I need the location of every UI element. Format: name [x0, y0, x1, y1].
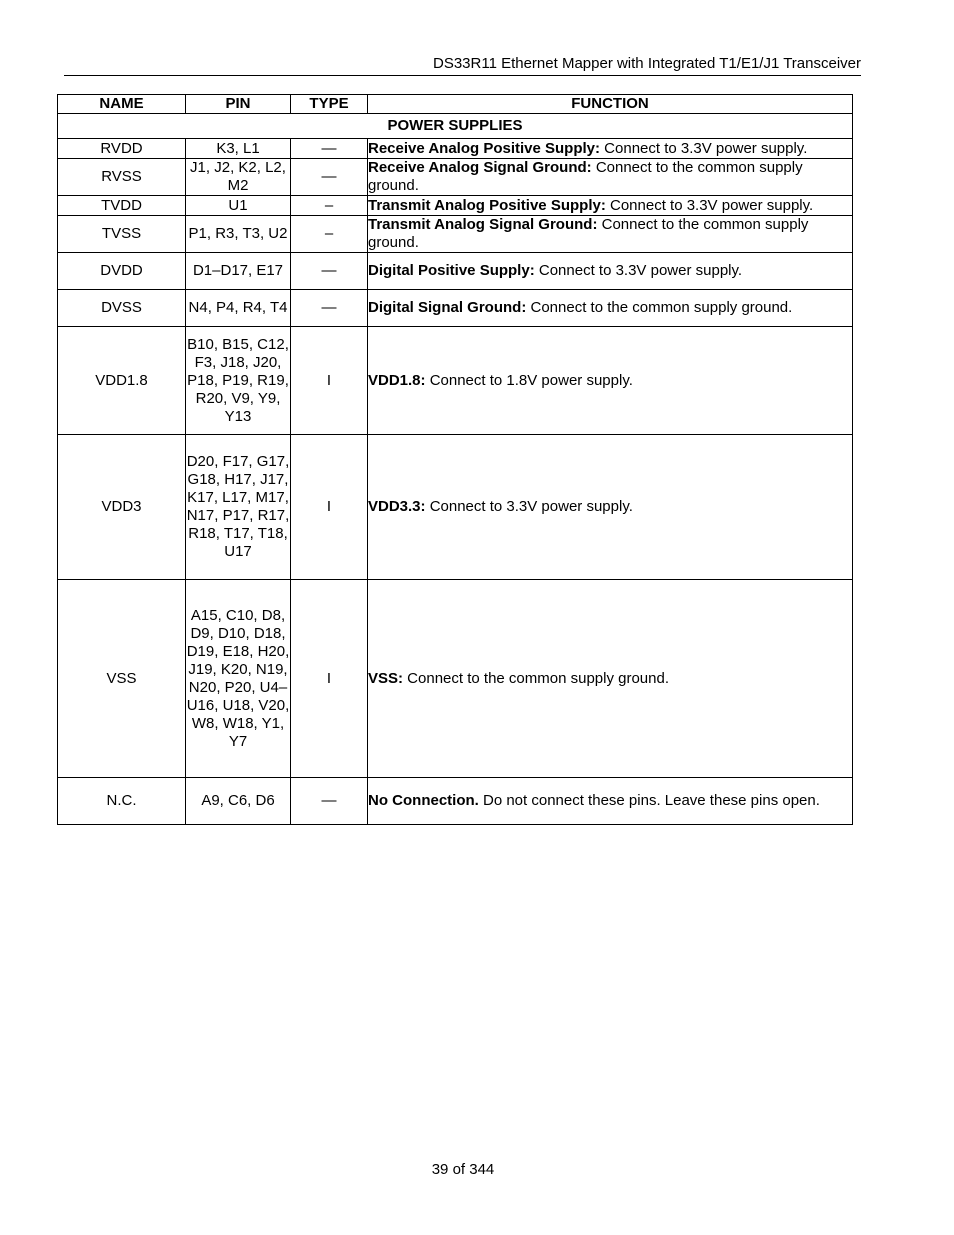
cell-pin: A9, C6, D6 — [186, 778, 291, 825]
function-lead: VDD3.3: — [368, 498, 426, 515]
cell-function — [368, 139, 853, 159]
cell-name: VDD1.8 — [58, 327, 186, 435]
cell-function — [368, 216, 853, 253]
cell-pin: B10, B15, C12, F3, J18, J20, P18, P19, R19, R20, V9, Y9, Y13 — [186, 327, 291, 435]
function-text: Connect to the common supply ground. — [368, 216, 809, 251]
table-row — [58, 159, 853, 196]
table-row — [58, 253, 853, 290]
function-text: Connect to the common supply ground. — [526, 299, 793, 316]
cell-name: N.C. — [58, 778, 186, 825]
cell-type: — — [291, 253, 368, 290]
function-lead: VDD1.8: — [368, 371, 426, 389]
function-text: Connect to 3.3V power supply. — [600, 139, 808, 157]
function-text: Connect to the common supply ground. — [368, 159, 803, 194]
cell-function — [368, 253, 853, 290]
cell-type: — — [291, 290, 368, 327]
cell-pin: J1, J2, K2, L2, M2 — [186, 159, 291, 196]
table-row — [58, 139, 853, 159]
cell-function — [368, 159, 853, 196]
table-row — [58, 580, 853, 778]
table-row — [58, 327, 853, 435]
function-lead: Digital Signal Ground: — [368, 299, 527, 316]
table-row — [58, 435, 853, 580]
header-rule — [64, 75, 861, 76]
cell-type: I — [291, 327, 368, 435]
function-lead: Receive Analog Signal Ground: — [368, 159, 592, 176]
cell-function — [368, 435, 853, 580]
cell-name: TVDD — [58, 196, 186, 216]
section-title: POWER SUPPLIES — [58, 114, 853, 139]
function-text: Connect to 3.3V power supply. — [605, 196, 814, 214]
cell-pin: D20, F17, G17, G18, H17, J17, K17, L17, M17, N17, P17, R17, R18, T17, T18, U17 — [186, 435, 291, 580]
column-header-pin: PIN — [186, 95, 291, 114]
cell-name: RVSS — [58, 159, 186, 196]
function-lead: Transmit Analog Positive Supply: — [368, 196, 606, 214]
function-lead: Transmit Analog Signal Ground: — [368, 216, 598, 233]
column-header-type: TYPE — [291, 95, 368, 114]
cell-type: – — [291, 216, 368, 253]
cell-function — [368, 290, 853, 327]
table-row — [58, 196, 853, 216]
cell-function — [368, 196, 853, 216]
cell-type: I — [291, 580, 368, 778]
function-text: Connect to 3.3V power supply. — [425, 498, 633, 515]
cell-name: DVDD — [58, 253, 186, 290]
cell-pin: K3, L1 — [186, 139, 291, 159]
cell-name: RVDD — [58, 139, 186, 159]
function-text: Connect to 1.8V power supply. — [425, 371, 633, 389]
table-row — [58, 778, 853, 825]
cell-name: VSS — [58, 580, 186, 778]
cell-function — [368, 327, 853, 435]
table-header-row — [58, 95, 853, 114]
cell-pin: P1, R3, T3, U2 — [186, 216, 291, 253]
cell-pin: U1 — [186, 196, 291, 216]
cell-name: DVSS — [58, 290, 186, 327]
cell-pin: A15, C10, D8, D9, D10, D18, D19, E18, H20, J19, K20, N19, N20, P20, U4–U16, U18, V20, W8, W18, Y1, Y7 — [186, 580, 291, 778]
cell-function — [368, 778, 853, 825]
table-row — [58, 216, 853, 253]
function-lead: Digital Positive Supply: — [368, 262, 535, 279]
cell-type: I — [291, 435, 368, 580]
cell-pin: N4, P4, R4, T4 — [186, 290, 291, 327]
section-row — [58, 114, 853, 139]
cell-function — [368, 580, 853, 778]
cell-name: VDD3 — [58, 435, 186, 580]
pin-description-table — [57, 94, 853, 825]
function-text: Do not connect these pins. Leave these pins open. — [478, 792, 820, 809]
function-text: Connect to the common supply ground. — [403, 669, 670, 687]
function-lead: No Connection. — [368, 792, 479, 809]
cell-name: TVSS — [58, 216, 186, 253]
column-header-function: FUNCTION — [368, 95, 853, 114]
cell-type: — — [291, 778, 368, 825]
cell-type: — — [291, 159, 368, 196]
table-row — [58, 290, 853, 327]
page-header: DS33R11 Ethernet Mapper with Integrated T1/E1/J1 Transceiver — [432, 55, 861, 72]
column-header-name: NAME — [58, 95, 186, 114]
cell-type: — — [291, 139, 368, 159]
cell-type: – — [291, 196, 368, 216]
cell-pin: D1–D17, E17 — [186, 253, 291, 290]
function-lead: VSS: — [368, 669, 404, 687]
function-text: Connect to 3.3V power supply. — [534, 262, 743, 279]
function-lead: Receive Analog Positive Supply: — [368, 139, 601, 157]
page-number: 39 of 344 — [431, 1161, 495, 1178]
